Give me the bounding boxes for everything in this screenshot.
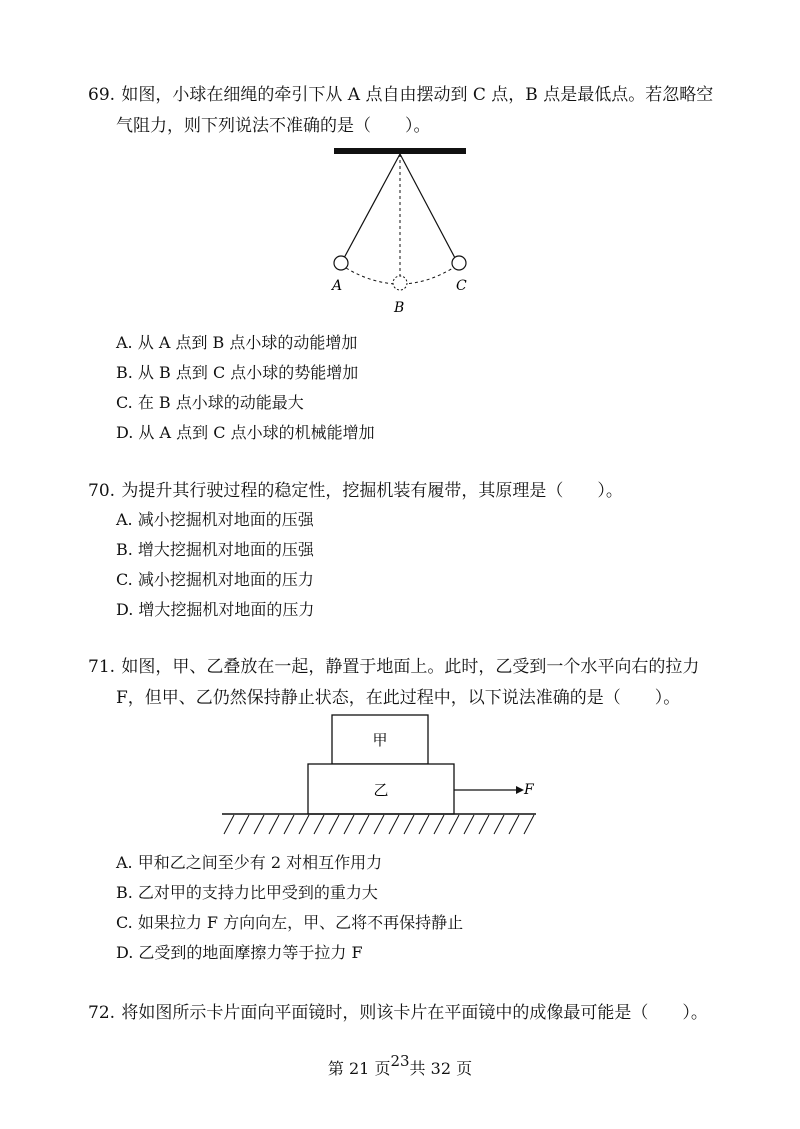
q71-line2: F，但甲、乙仍然保持静止状态，在此过程中，以下说法准确的是（ ）。 — [116, 688, 681, 708]
q70-option-b: B. 增大挖掘机对地面的压强 — [116, 540, 314, 559]
footer-page-total: 共 32 页 — [409, 1059, 473, 1078]
blocks-figure — [220, 712, 540, 842]
q71-line1 — [88, 652, 699, 677]
footer-page-marker: 23 — [390, 1052, 410, 1070]
q72-number: 72. — [88, 1003, 116, 1023]
q70-text-1: 为提升其行驶过程的稳定性，挖掘机装有履带，其原理是（ ）。 — [121, 481, 623, 501]
q69-option-b: B. 从 B 点到 C 点小球的势能增加 — [116, 363, 359, 382]
q72-text-1: 将如图所示卡片面向平面镜时，则该卡片在平面镜中的成像最可能是（ ）。 — [121, 1003, 708, 1023]
q71-option-c: C. 如果拉力 F 方向向左，甲、乙将不再保持静止 — [116, 913, 464, 932]
q69-option-a: A. 从 A 点到 B 点小球的动能增加 — [116, 333, 358, 352]
q71-option-a: A. 甲和乙之间至少有 2 对相互作用力 — [116, 853, 383, 872]
footer-page-current: 第 21 页 — [327, 1059, 391, 1078]
q69-text-1: 如图，小球在细绳的牵引下从 A 点自由摆动到 C 点，B 点是最低点。若忽略空 — [121, 85, 714, 105]
q71-number: 71. — [88, 657, 116, 677]
label-b: B — [394, 300, 405, 316]
page-footer — [0, 1052, 800, 1079]
string-a — [344, 154, 400, 258]
force-label: F — [524, 782, 534, 798]
ball-a — [334, 256, 348, 270]
q70-option-c: C. 减小挖掘机对地面的压力 — [116, 570, 314, 589]
ball-b — [393, 276, 407, 290]
block-top-label: 甲 — [372, 731, 388, 749]
q69-line1 — [88, 80, 713, 105]
ball-c — [452, 256, 466, 270]
label-c: C — [456, 278, 467, 294]
q70-option-a: A. 减小挖掘机对地面的压强 — [116, 510, 314, 529]
q70-line1 — [88, 476, 623, 501]
force-arrow-head — [516, 786, 524, 794]
q70-number: 70. — [88, 481, 116, 501]
label-a: A — [332, 278, 343, 294]
q72-line1 — [88, 998, 708, 1023]
q71-option-d: D. 乙受到的地面摩擦力等于拉力 F — [116, 943, 363, 962]
q69-line2: 气阻力，则下列说法不准确的是（ ）。 — [116, 116, 431, 136]
pendulum-figure — [320, 140, 480, 320]
q69-option-d: D. 从 A 点到 C 点小球的机械能增加 — [116, 423, 375, 442]
q69-number: 69. — [88, 85, 116, 105]
q71-option-b: B. 乙对甲的支持力比甲受到的重力大 — [116, 883, 378, 902]
ground-hatching — [224, 815, 534, 834]
q70-option-d: D. 增大挖掘机对地面的压力 — [116, 600, 315, 619]
q71-text-1: 如图，甲、乙叠放在一起，静置于地面上。此时，乙受到一个水平向右的拉力 — [121, 657, 700, 677]
string-c — [400, 154, 455, 258]
ceiling-bar — [334, 148, 466, 154]
block-bottom-label: 乙 — [373, 781, 389, 799]
q69-option-c: C. 在 B 点小球的动能最大 — [116, 393, 304, 412]
